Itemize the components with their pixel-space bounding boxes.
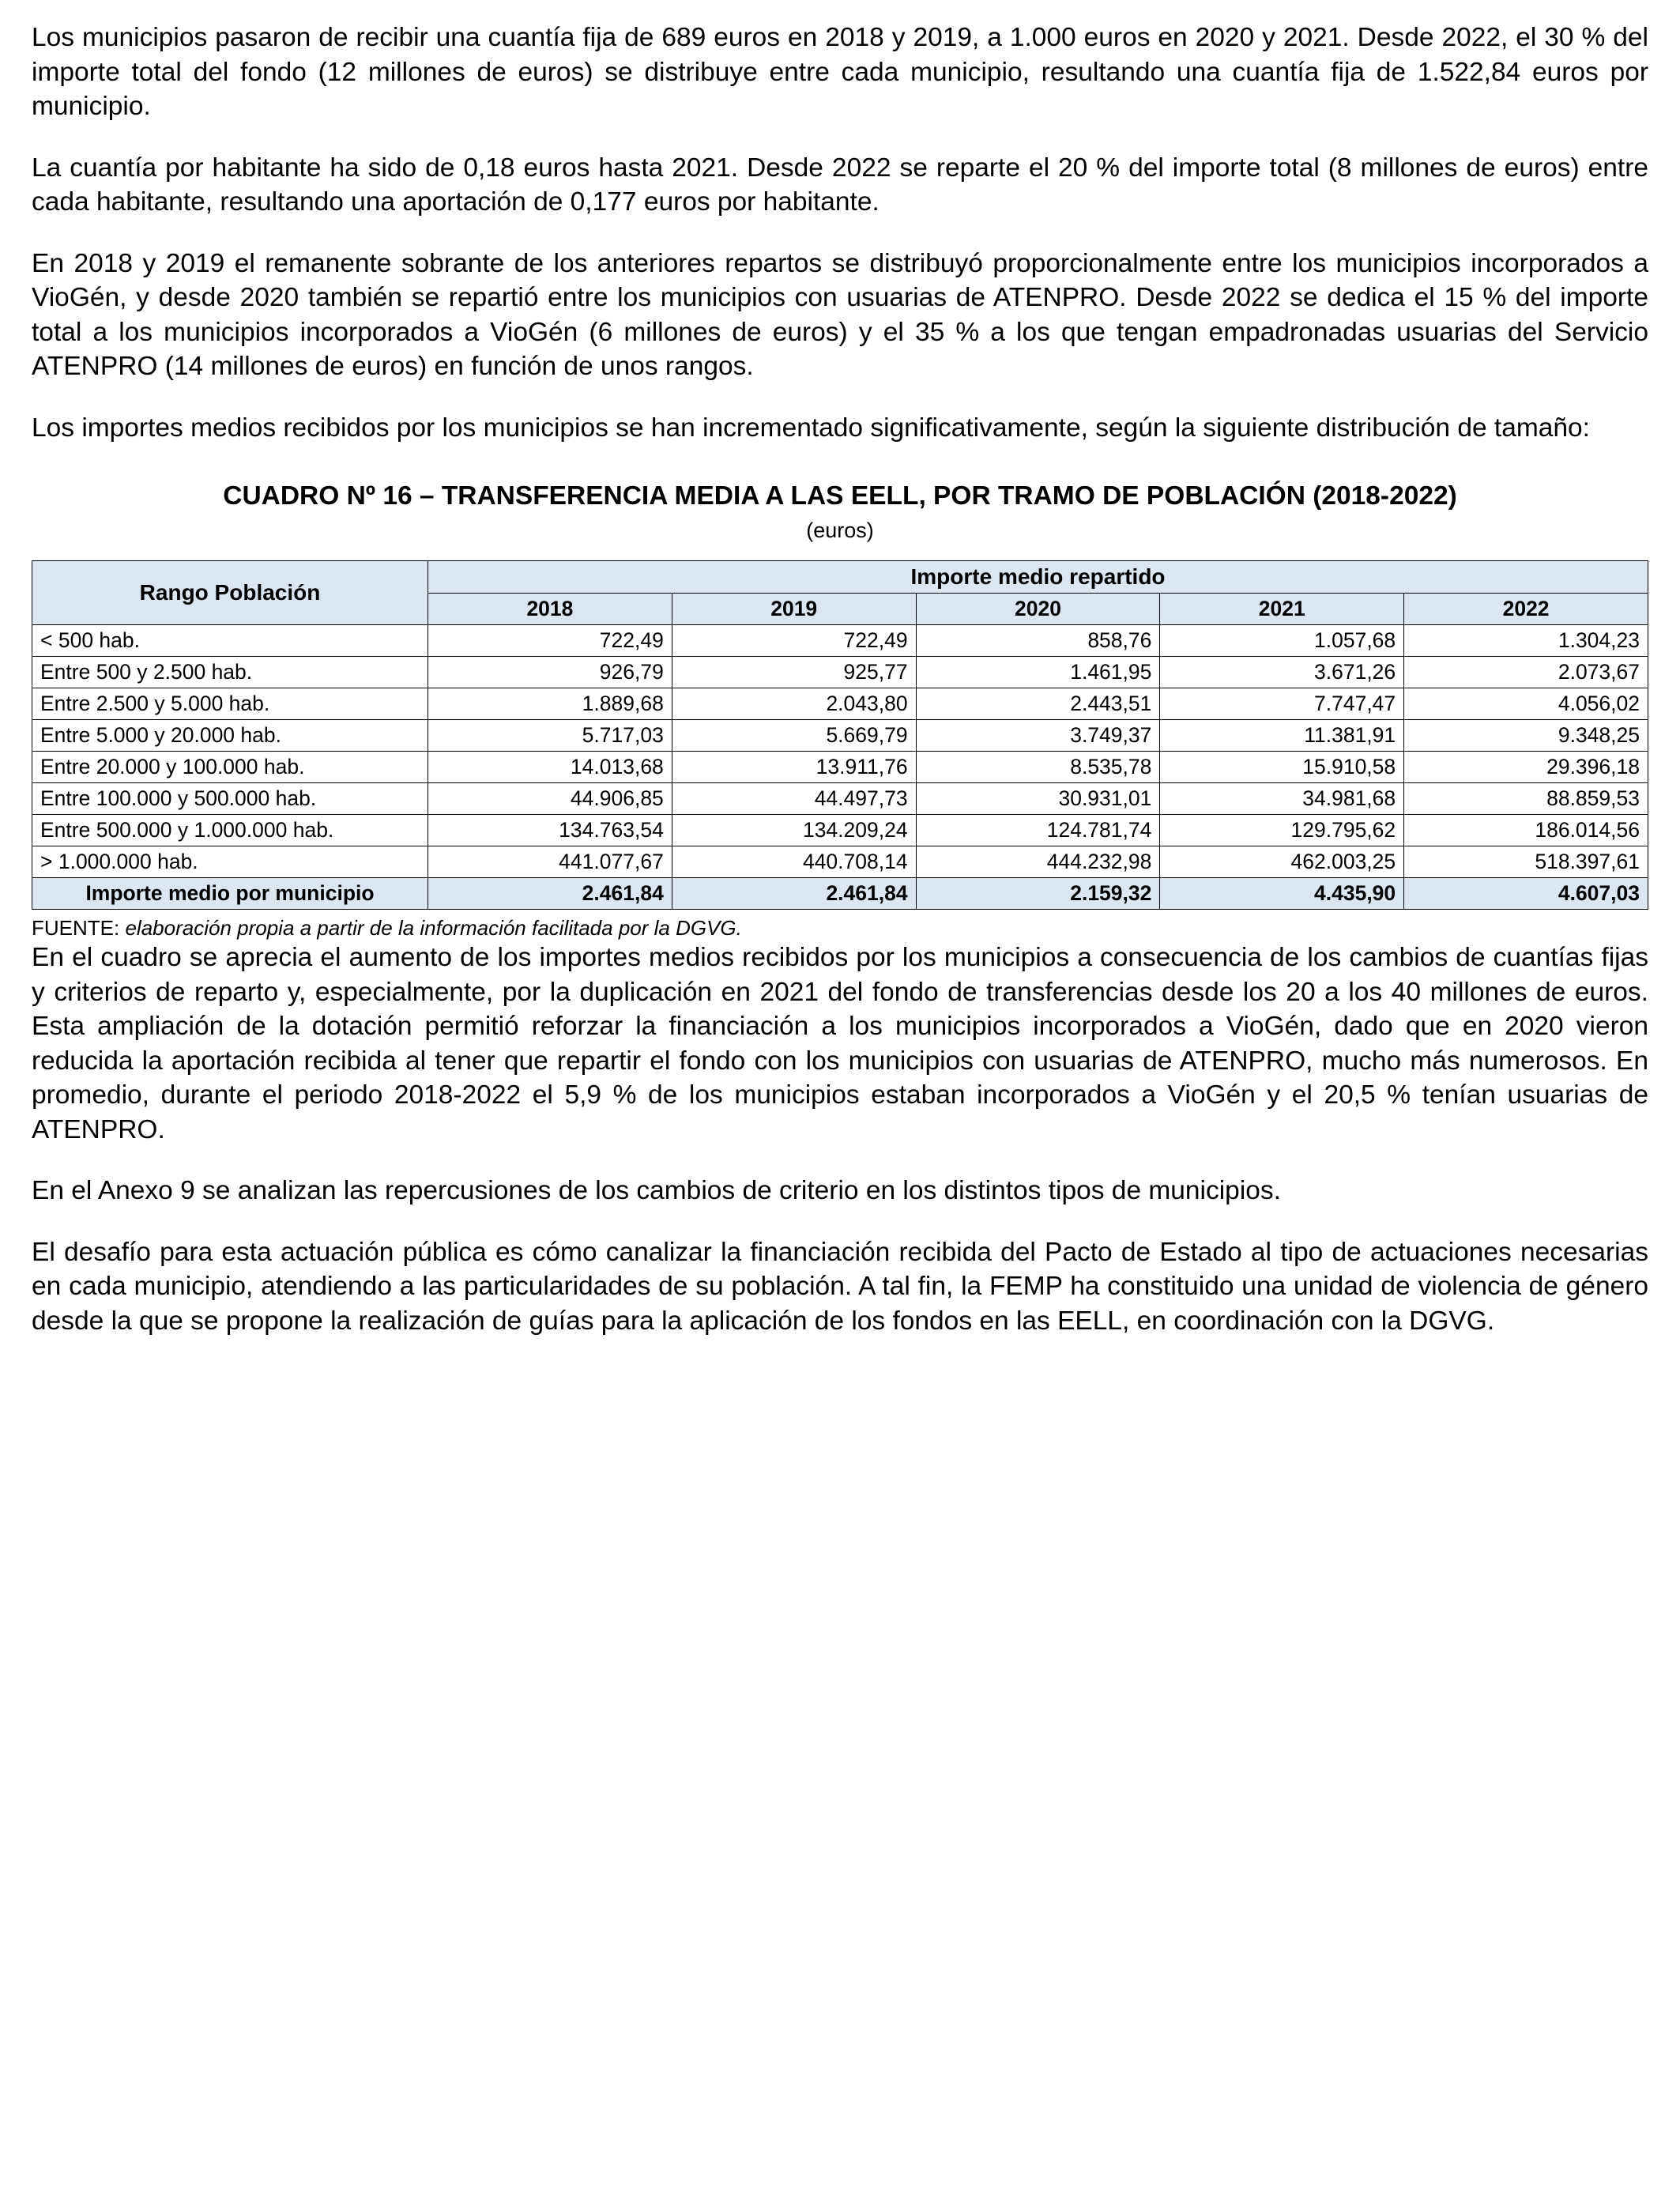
- cell-2022: 518.397,61: [1404, 846, 1648, 878]
- cell-2019: 134.209,24: [672, 815, 916, 846]
- header-importe-medio-repartido: Importe medio repartido: [428, 561, 1648, 594]
- cell-2022: 88.859,53: [1404, 783, 1648, 815]
- paragraph-6: En el Anexo 9 se analizan las repercusiones de los cambios de criterio en los distintos tipos de municipios.: [32, 1176, 1281, 1206]
- table-title: CUADRO Nº 16 – TRANSFERENCIA MEDIA A LAS EELL, POR TRAMO DE POBLACIÓN (2018-2022): [223, 481, 1457, 511]
- cell-2022: 2.073,67: [1404, 657, 1648, 688]
- table-row: [32, 752, 1648, 783]
- cell-2018: 722,49: [428, 625, 672, 657]
- total-2018: 2.461,84: [428, 878, 672, 910]
- total-2020: 2.159,32: [916, 878, 1160, 910]
- cell-2022: 29.396,18: [1404, 752, 1648, 783]
- total-2019: 2.461,84: [672, 878, 916, 910]
- cell-2019: 925,77: [672, 657, 916, 688]
- cell-2018: 5.717,03: [428, 720, 672, 752]
- cell-2020: 8.535,78: [916, 752, 1160, 783]
- header-year-2019: 2019: [672, 594, 916, 625]
- table-head: [32, 561, 1648, 625]
- cell-2020: 2.443,51: [916, 688, 1160, 720]
- paragraph-7: El desafío para esta actuación pública es cómo canalizar la financiación recibida del Pacto de Estado al tipo de actuaciones necesarias en cada municipio, atendiendo a las particularidades de su población. A tal fin, la FEMP ha constituido una unidad de violencia de género desde la que se propone la realización de guías para la aplicación de los fondos en las EELL, en coordinación con la DGVG.: [32, 1237, 1648, 1336]
- paragraph-5: En el cuadro se aprecia el aumento de los importes medios recibidos por los municipios a consecuencia de los cambios de cuantías fijas y criterios de reparto y, especialmente, por la duplicación en 2021 del fondo de transferencias desde los 20 a los 40 millones de euros. Esta ampliación de la dotación permitió reforzar la financiación a los municipios incorporados a VioGén, dado que en 2020 vieron reducida la aportación recibida al tener que repartir el fondo con los municipios con usuarias de ATENPRO, mucho más numerosos. En promedio, durante el periodo 2018-2022 el 5,9 % de los municipios estaban incorporados a VioGén y el 20,5 % tenían usuarias de ATENPRO.: [32, 943, 1648, 1144]
- table-body: [32, 625, 1648, 910]
- paragraph-3: En 2018 y 2019 el remanente sobrante de los anteriores repartos se distribuyó proporcionalmente entre los municipios incorporados a VioGén, y desde 2020 también se repartió entre los municipios con usuarias de ATENPRO. Desde 2022 se dedica el 15 % del importe total a los municipios incorporados a VioGén (6 millones de euros) y el 35 % a los que tengan empadronadas usuarias del Servicio ATENPRO (14 millones de euros) en función de unos rangos.: [32, 248, 1648, 382]
- cell-2021: 15.910,58: [1160, 752, 1404, 783]
- cell-2019: 440.708,14: [672, 846, 916, 878]
- cell-2019: 13.911,76: [672, 752, 916, 783]
- cell-2018: 44.906,85: [428, 783, 672, 815]
- cell-2021: 11.381,91: [1160, 720, 1404, 752]
- source-text: elaboración propia a partir de la información facilitada por la DGVG.: [125, 916, 742, 940]
- cell-2020: 1.461,95: [916, 657, 1160, 688]
- row-label: Entre 500.000 y 1.000.000 hab.: [32, 815, 428, 846]
- table-total-row: [32, 878, 1648, 910]
- total-2022: 4.607,03: [1404, 878, 1648, 910]
- cell-2018: 14.013,68: [428, 752, 672, 783]
- row-label: Entre 100.000 y 500.000 hab.: [32, 783, 428, 815]
- cell-2019: 44.497,73: [672, 783, 916, 815]
- cell-2019: 722,49: [672, 625, 916, 657]
- transfer-table: [32, 560, 1648, 910]
- cell-2021: 129.795,62: [1160, 815, 1404, 846]
- total-row-label: Importe medio por municipio: [32, 878, 428, 910]
- source-label: FUENTE:: [32, 916, 120, 940]
- cell-2018: 134.763,54: [428, 815, 672, 846]
- total-2021: 4.435,90: [1160, 878, 1404, 910]
- cell-2018: 926,79: [428, 657, 672, 688]
- header-year-2020: 2020: [916, 594, 1160, 625]
- cell-2021: 462.003,25: [1160, 846, 1404, 878]
- cell-2019: 5.669,79: [672, 720, 916, 752]
- table-row: [32, 783, 1648, 815]
- paragraph-2: La cuantía por habitante ha sido de 0,18 euros hasta 2021. Desde 2022 se reparte el 20 % del importe total (8 millones de euros) entre cada habitante, resultando una aportación de 0,177 euros por habitante.: [32, 153, 1648, 217]
- row-label: Entre 2.500 y 5.000 hab.: [32, 688, 428, 720]
- cell-2021: 7.747,47: [1160, 688, 1404, 720]
- cell-2019: 2.043,80: [672, 688, 916, 720]
- table-units: (euros): [806, 518, 874, 542]
- row-label: Entre 500 y 2.500 hab.: [32, 657, 428, 688]
- cell-2022: 9.348,25: [1404, 720, 1648, 752]
- header-year-2021: 2021: [1160, 594, 1404, 625]
- header-rango-poblacion: Rango Población: [32, 561, 428, 625]
- header-year-2018: 2018: [428, 594, 672, 625]
- table-row: [32, 846, 1648, 878]
- cell-2021: 3.671,26: [1160, 657, 1404, 688]
- cell-2022: 1.304,23: [1404, 625, 1648, 657]
- table-row: [32, 815, 1648, 846]
- row-label: < 500 hab.: [32, 625, 428, 657]
- cell-2022: 4.056,02: [1404, 688, 1648, 720]
- row-label: Entre 20.000 y 100.000 hab.: [32, 752, 428, 783]
- cell-2020: 124.781,74: [916, 815, 1160, 846]
- cell-2018: 1.889,68: [428, 688, 672, 720]
- table-row: [32, 657, 1648, 688]
- row-label: > 1.000.000 hab.: [32, 846, 428, 878]
- cell-2022: 186.014,56: [1404, 815, 1648, 846]
- table-row: [32, 625, 1648, 657]
- header-year-2022: 2022: [1404, 594, 1648, 625]
- cell-2020: 30.931,01: [916, 783, 1160, 815]
- cell-2018: 441.077,67: [428, 846, 672, 878]
- paragraph-1: Los municipios pasaron de recibir una cuantía fija de 689 euros en 2018 y 2019, a 1.000 euros en 2020 y 2021. Desde 2022, el 30 % del importe total del fondo (12 millones de euros) se distribuye entre cada municipio, resultando una cuantía fija de 1.522,84 euros por municipio.: [32, 23, 1648, 122]
- table-source: [32, 916, 1648, 941]
- table-row: [32, 720, 1648, 752]
- paragraph-4: Los importes medios recibidos por los municipios se han incrementado significativamente, según la siguiente distribución de tamaño:: [32, 413, 1590, 443]
- cell-2020: 3.749,37: [916, 720, 1160, 752]
- cell-2020: 858,76: [916, 625, 1160, 657]
- cell-2021: 34.981,68: [1160, 783, 1404, 815]
- table-row: [32, 688, 1648, 720]
- cell-2021: 1.057,68: [1160, 625, 1404, 657]
- cell-2020: 444.232,98: [916, 846, 1160, 878]
- row-label: Entre 5.000 y 20.000 hab.: [32, 720, 428, 752]
- table-header-row-1: [32, 561, 1648, 594]
